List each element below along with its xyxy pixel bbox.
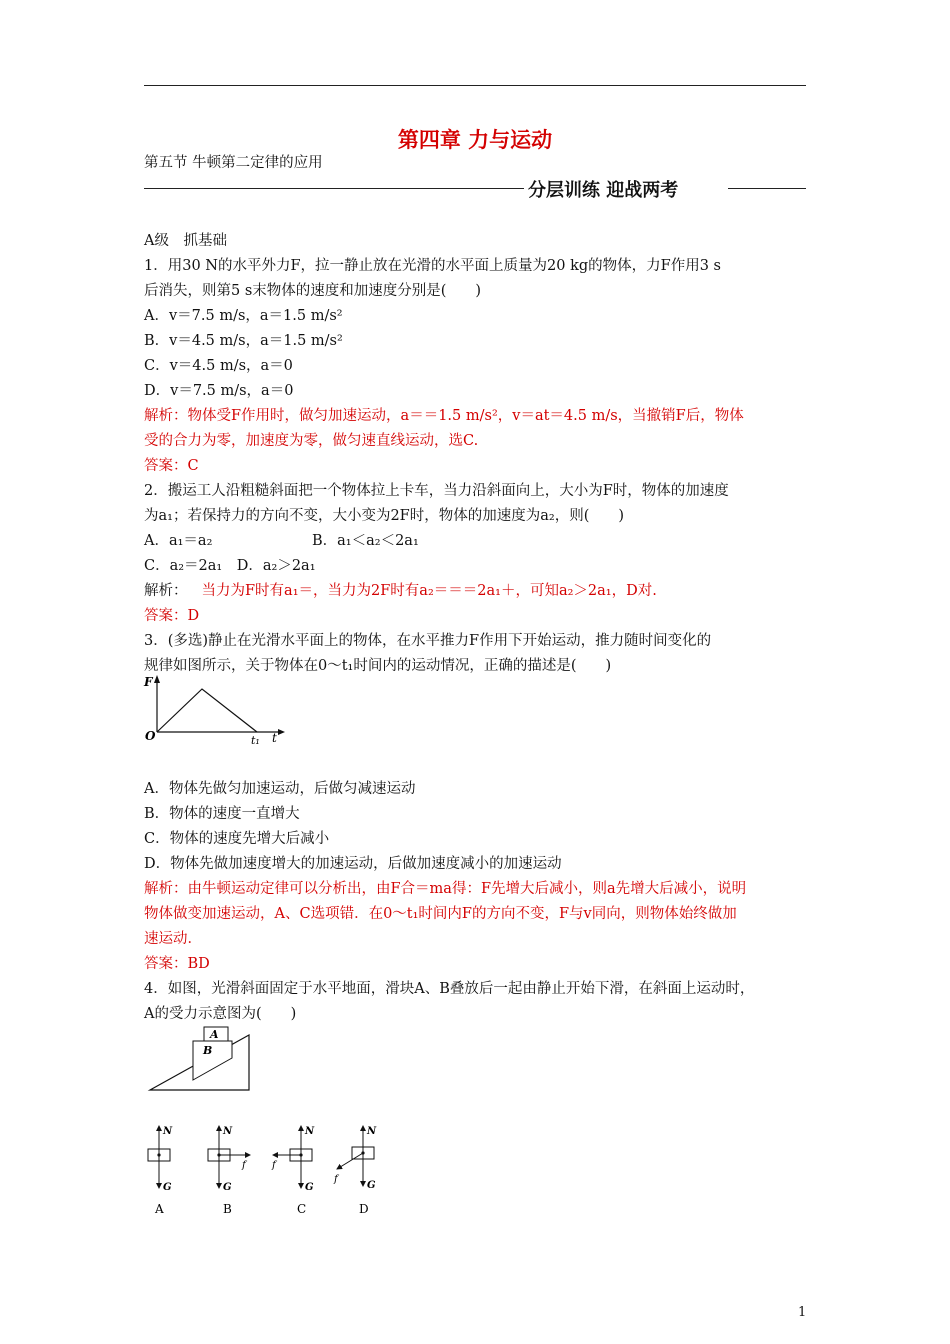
choice-c-f: f [272, 1160, 276, 1171]
choice-d-friction-arrow [337, 1153, 363, 1169]
choice-a-diagram [148, 1126, 173, 1216]
q2-stem-line1: 2．搬运工人沿粗糙斜面把一个物体拉上卡车，当力沿斜面向上，大小为F时，物体的加速度 [144, 483, 729, 499]
q1-analysis-line2: 受的合力为零，加速度为零，做匀速直线运动，选C. [144, 433, 479, 449]
choice-a-label: A [155, 1202, 164, 1216]
banner-text: 分层训练 迎战两考 [528, 180, 679, 201]
block-a-label: A [210, 1028, 219, 1041]
block-b [193, 1041, 232, 1080]
force-time-graph [140, 672, 290, 750]
choice-c-g: G [305, 1182, 314, 1193]
banner-rule-left [144, 188, 524, 189]
graph-t1-label: t₁ [251, 734, 260, 747]
page-number: 1 [798, 1305, 807, 1320]
q2-option-cd: C．a₂＝2a₁ D．a₂＞2a₁ [144, 558, 316, 574]
block-b-label: B [203, 1044, 213, 1057]
choice-a-g: G [163, 1182, 172, 1193]
level-heading: A级 抓基础 [144, 233, 227, 249]
choice-d-f: f [334, 1174, 338, 1185]
q4-stem-line1: 4．如图，光滑斜面固定于水平地面，滑块A、B叠放后一起由静止开始下滑，在斜面上运动时， [144, 981, 755, 997]
banner [144, 175, 806, 201]
q4-stem-line2: A的受力示意图为( ) [144, 1006, 297, 1022]
choice-b-label: B [223, 1202, 232, 1216]
graph-y-label: F [144, 675, 153, 689]
choice-c-n: N [305, 1126, 315, 1137]
graph-x-label: t [272, 731, 277, 745]
incline-diagram [145, 1022, 255, 1094]
choice-c-diagram [271, 1126, 315, 1216]
graph-force-line [157, 689, 257, 732]
q2-analysis [144, 579, 657, 600]
q3-answer: 答案：BD [144, 956, 210, 972]
q3-option-b: B．物体的速度一直增大 [144, 806, 300, 822]
choice-b-f: f [242, 1160, 246, 1171]
q2-option-a: A．a₁＝a₂ [144, 533, 213, 549]
choice-b-diagram [208, 1126, 250, 1216]
q1-analysis-line1: 解析：物体受F作用时，做匀加速运动，a＝＝1.5 m/s²，v＝at＝4.5 m/s，当撤销F后，物体 [144, 408, 744, 424]
q1-answer: 答案：C [144, 458, 199, 474]
choice-b-g: G [223, 1182, 232, 1193]
q2-stem-line2: 为a₁；若保持力的方向不变，大小变为2F时，物体的加速度为a₂，则( ) [144, 508, 625, 524]
q3-option-a: A．物体先做匀加速运动，后做匀减速运动 [144, 781, 416, 797]
q3-analysis-line3: 速运动． [144, 931, 202, 947]
q1-stem-line2: 后消失，则第5 s末物体的速度和加速度分别是( ) [144, 283, 482, 299]
choice-d-g: G [367, 1180, 376, 1191]
graph-x-arrow [278, 729, 285, 735]
q1-option-c: C．v＝4.5 m/s，a＝0 [144, 358, 293, 374]
q3-stem-line2: 规律如图所示，关于物体在0～t₁时间内的运动情况，正确的描述是( ) [144, 658, 612, 674]
q3-option-c: C．物体的速度先增大后减小 [144, 831, 330, 847]
q1-option-d: D．v＝7.5 m/s，a＝0 [144, 383, 294, 399]
q2-analysis-label: 解析： [144, 583, 188, 599]
q1-option-a: A．v＝7.5 m/s，a＝1.5 m/s² [144, 308, 343, 324]
q1-option-b: B．v＝4.5 m/s，a＝1.5 m/s² [144, 333, 343, 349]
q3-stem-line1: 3．(多选)静止在光滑水平面上的物体，在水平推力F作用下开始运动，推力随时间变化的 [144, 633, 712, 649]
graph-origin-label: O [145, 729, 156, 743]
q3-option-d: D．物体先做加速度增大的加速运动，后做加速度减小的加速运动 [144, 856, 562, 872]
banner-rule-right [728, 188, 806, 189]
q3-analysis-line2: 物体做变加速运动，A、C选项错．在0～t₁时间内F的方向不变，F与v同向，则物体始终做加 [144, 906, 737, 922]
graph-y-arrow [154, 675, 160, 683]
header-rule [144, 85, 806, 86]
q3-analysis-line1: 解析：由牛顿运动定律可以分析出，由F合＝ma得：F先增大后减小，则a先增大后减小，说明 [144, 881, 747, 897]
q2-analysis-text: 当力为F时有a₁＝，当力为2F时有a₂＝＝＝2a₁＋，可知a₂＞2a₁，D对. [201, 583, 657, 599]
section-title: 第五节 牛顿第二定律的应用 [144, 155, 323, 171]
choice-b-n: N [223, 1126, 233, 1137]
choice-d-label: D [359, 1202, 369, 1216]
force-diagram-choices [140, 1118, 390, 1218]
choice-a-n: N [163, 1126, 173, 1137]
choice-d-n: N [367, 1126, 377, 1137]
q1-stem-line1: 1．用30 N的水平外力F，拉一静止放在光滑的水平面上质量为20 kg的物体，力F作用3 s [144, 258, 721, 274]
choice-d-diagram [333, 1126, 377, 1216]
chapter-title: 第四章 力与运动 [397, 128, 553, 152]
q2-option-b: B．a₁＜a₂＜2a₁ [312, 533, 419, 549]
q2-answer: 答案：D [144, 608, 200, 624]
choice-c-label: C [297, 1202, 307, 1216]
